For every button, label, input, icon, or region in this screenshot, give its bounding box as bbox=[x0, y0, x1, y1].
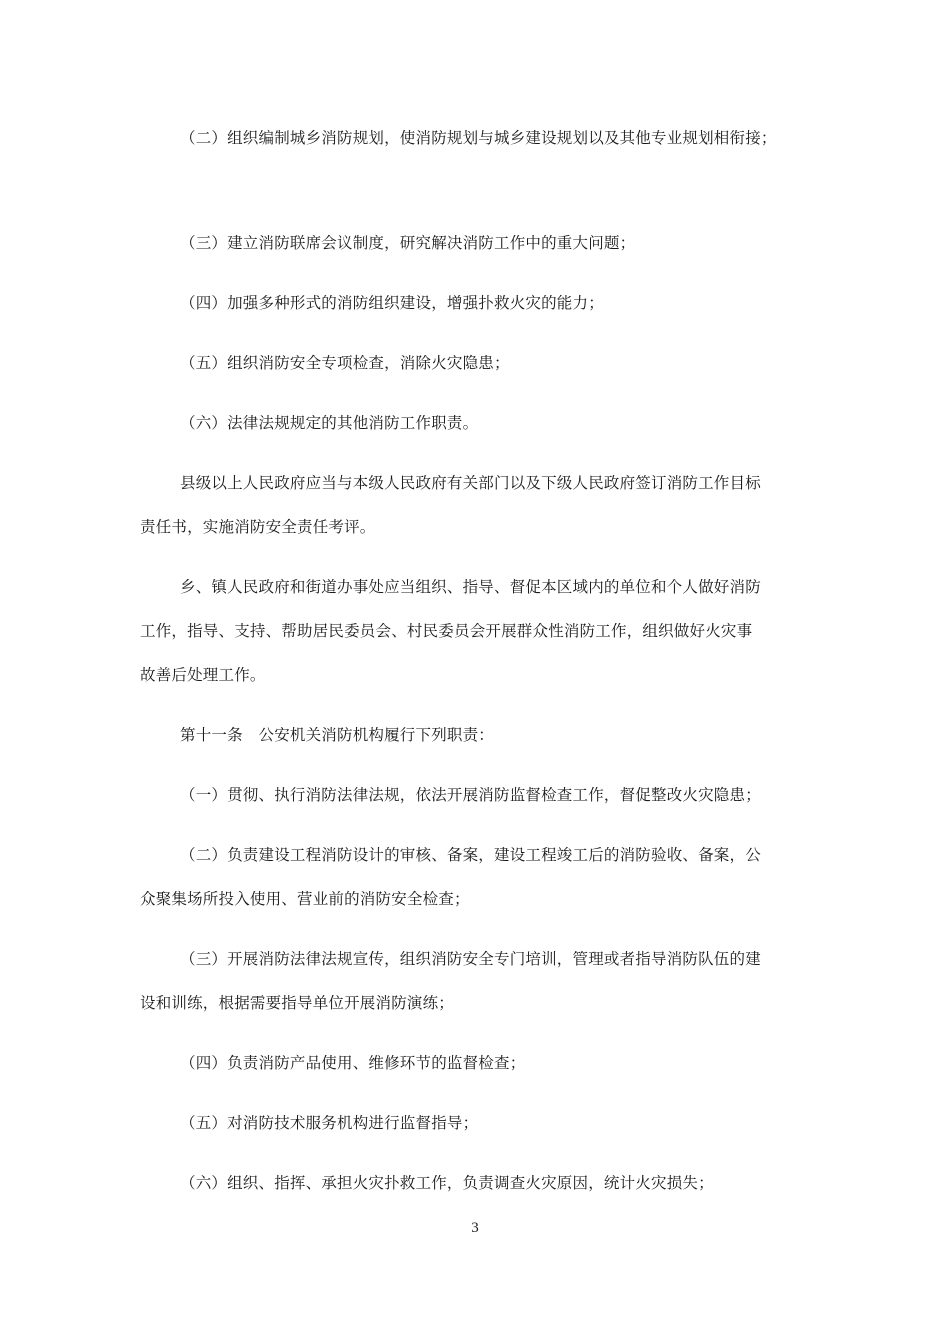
paragraph-line: （六）法律法规规定的其他消防工作职责。 bbox=[180, 414, 479, 432]
paragraph-line: （二）组织编制城乡消防规划，使消防规划与城乡建设规划以及其他专业规划相衔接； bbox=[180, 129, 777, 147]
paragraph-line: （二）负责建设工程消防设计的审核、备案，建设工程竣工后的消防验收、备案，公 bbox=[180, 846, 761, 864]
page-number: 3 bbox=[471, 1220, 479, 1236]
paragraph-line: （五）对消防技术服务机构进行监督指导； bbox=[180, 1114, 479, 1132]
paragraph-line: 众聚集场所投入使用、营业前的消防安全检查； bbox=[140, 890, 470, 908]
paragraph-line: （六）组织、指挥、承担火灾扑救工作，负责调查火灾原因，统计火灾损失； bbox=[180, 1174, 714, 1192]
paragraph-line: 工作，指导、支持、帮助居民委员会、村民委员会开展群众性消防工作，组织做好火灾事 bbox=[140, 622, 753, 640]
article-heading: 第十一条 公安机关消防机构履行下列职责： bbox=[180, 726, 495, 744]
paragraph-line: 故善后处理工作。 bbox=[140, 666, 266, 684]
paragraph-line: （四）负责消防产品使用、维修环节的监督检查； bbox=[180, 1054, 526, 1072]
paragraph-line: （五）组织消防安全专项检查，消除火灾隐患； bbox=[180, 354, 510, 372]
paragraph-line: 设和训练，根据需要指导单位开展消防演练； bbox=[140, 994, 455, 1012]
paragraph-line: （四）加强多种形式的消防组织建设，增强扑救火灾的能力； bbox=[180, 294, 604, 312]
paragraph-line: （三）建立消防联席会议制度，研究解决消防工作中的重大问题； bbox=[180, 234, 636, 252]
paragraph-line: 责任书，实施消防安全责任考评。 bbox=[140, 518, 376, 536]
paragraph-line: 县级以上人民政府应当与本级人民政府有关部门以及下级人民政府签订消防工作目标 bbox=[180, 474, 761, 492]
paragraph-line: （一）贯彻、执行消防法律法规，依法开展消防监督检查工作，督促整改火灾隐患； bbox=[180, 786, 761, 804]
paragraph-line: （三）开展消防法律法规宣传，组织消防安全专门培训，管理或者指导消防队伍的建 bbox=[180, 950, 761, 968]
paragraph-line: 乡、镇人民政府和街道办事处应当组织、指导、督促本区域内的单位和个人做好消防 bbox=[180, 578, 761, 596]
